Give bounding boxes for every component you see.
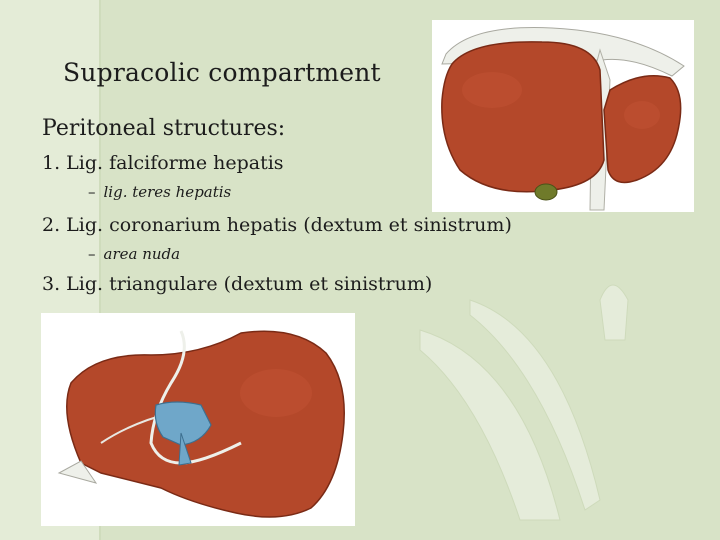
sub-item-2	[88, 245, 180, 263]
sub-bullet: –	[88, 245, 96, 263]
liver-superior-image	[41, 313, 355, 526]
list-item-1: 1. Lig. falciforme hepatis	[42, 152, 284, 174]
sub-bullet: –	[88, 183, 96, 201]
liver-anterior-image	[432, 20, 694, 212]
section-heading: Peritoneal structures:	[42, 116, 286, 141]
liver-anterior-view-icon	[432, 20, 694, 212]
list-item-2: 2. Lig. coronarium hepatis (dextum et sinistrum)	[42, 214, 512, 236]
sub-item-2-text: area nuda	[103, 245, 181, 263]
liver-superior-view-icon	[41, 313, 355, 526]
sub-item-1	[88, 183, 231, 201]
sub-item-1-text: lig. teres hepatis	[103, 183, 232, 201]
list-item-3: 3. Lig. triangulare (dextum et sinistrum)	[42, 273, 433, 295]
slide-title: Supracolic compartment	[63, 58, 381, 87]
